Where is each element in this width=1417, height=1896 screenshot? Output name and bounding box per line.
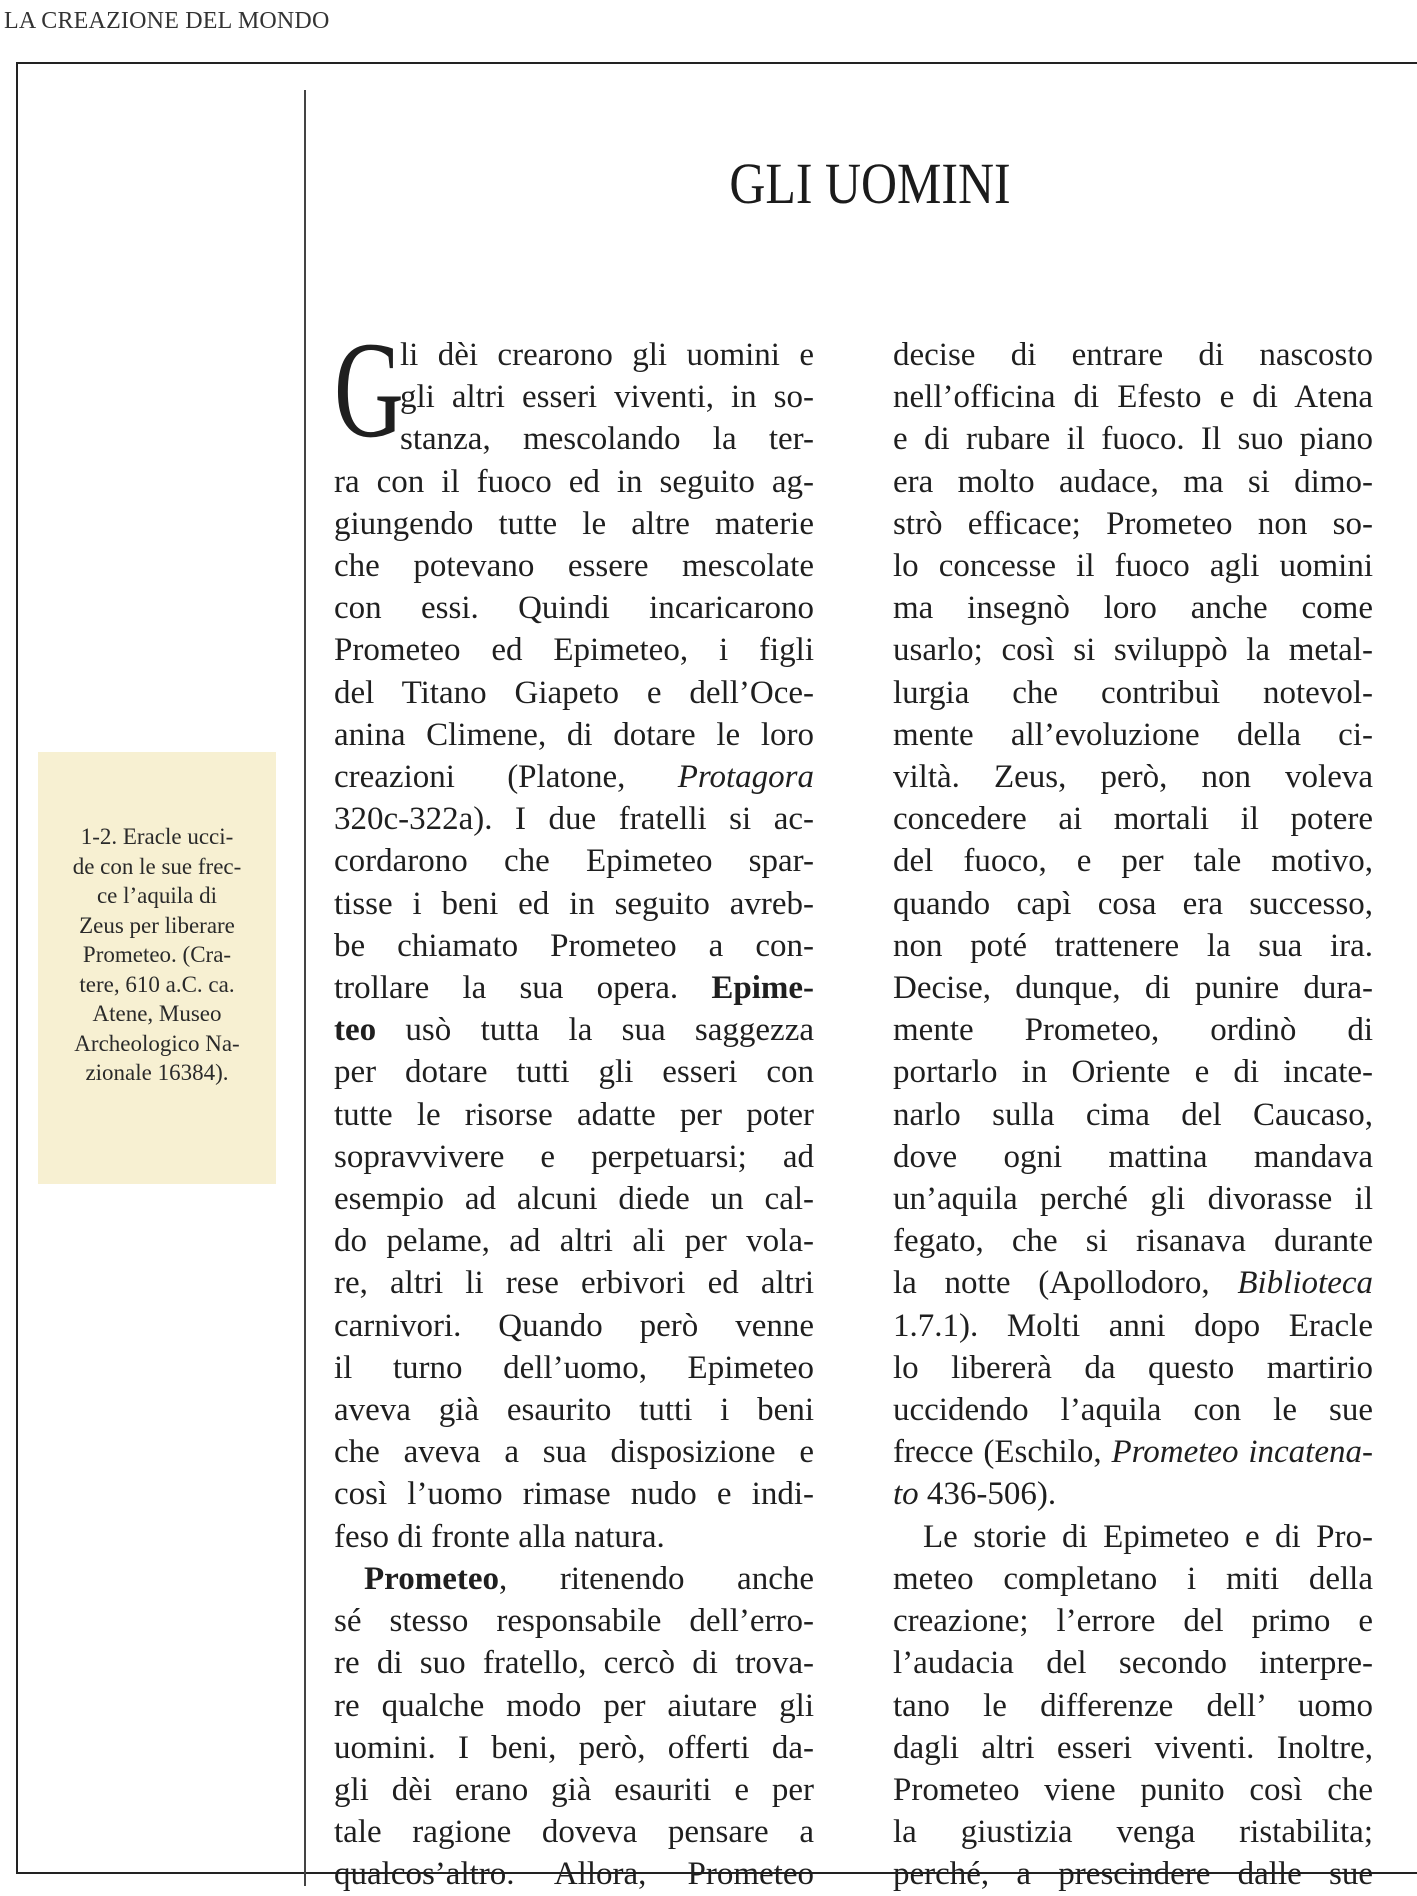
- body-line: cordarono che Epimeteo spar-: [334, 843, 814, 880]
- caption-line: zionale 16384).: [85, 1060, 229, 1085]
- body-line: [893, 1431, 1373, 1473]
- body-line: dove ogni mattina mandava: [893, 1138, 1373, 1175]
- figure-caption: [38, 822, 276, 1088]
- body-text: frecce (Eschilo,: [893, 1434, 1112, 1471]
- caption-line: tere, 610 a.C. ca.: [79, 971, 235, 997]
- body-line: esempio ad alcuni diede un cal-: [334, 1181, 814, 1218]
- body-line: usarlo; così si sviluppò la metal-: [893, 632, 1373, 669]
- body-text: creazioni (Platone,: [334, 759, 678, 796]
- body-line: che aveva a sua disposizione e: [334, 1434, 814, 1471]
- body-line: mente Prometeo, ordinò di: [893, 1012, 1373, 1049]
- body-line: così l’uomo rimase nudo e indi-: [334, 1476, 814, 1513]
- caption-line: Archeologico Na-: [74, 1030, 240, 1056]
- drop-cap: G: [334, 313, 404, 466]
- body-line: anina Climene, di dotare le loro: [334, 716, 814, 753]
- body-line: con essi. Quindi incaricarono: [334, 590, 814, 627]
- body-line: viltà. Zeus, però, non voleva: [893, 759, 1373, 796]
- body-text: 436-506).: [926, 1476, 1057, 1513]
- body-line: che potevano essere mescolate: [334, 548, 814, 585]
- caption-line: ce l’aquila di: [96, 883, 218, 908]
- body-line: do pelame, ad altri ali per vola-: [334, 1223, 814, 1260]
- body-line: qualcos’altro. Allora, Prometeo: [334, 1856, 814, 1893]
- body-line: dagli altri esseri viventi. Inoltre,: [893, 1729, 1373, 1766]
- body-line: re, altri li rese erbivori ed altri: [334, 1265, 814, 1302]
- bold-name: teo: [334, 1012, 377, 1049]
- body-line: tutte le risorse adatte per poter: [334, 1096, 814, 1133]
- italic-citation: Biblioteca: [1237, 1265, 1373, 1302]
- body-line: strò efficace; Prometeo non so-: [893, 505, 1373, 542]
- body-line: [893, 1473, 1373, 1515]
- body-text: , ritenendo anche: [498, 1560, 814, 1597]
- body-line: sé stesso responsabile dell’erro-: [334, 1603, 814, 1640]
- caption-line: Zeus per liberare: [79, 912, 235, 938]
- body-line: uomini. I beni, però, offerti da-: [334, 1729, 814, 1766]
- italic-citation: to: [893, 1476, 919, 1513]
- caption-line: Atene, Museo: [92, 1001, 222, 1026]
- body-line: concedere ai mortali il potere: [893, 801, 1373, 838]
- body-line: re qualche modo per aiutare gli: [334, 1687, 814, 1724]
- body-line: aveva già esaurito tutti i beni: [334, 1392, 814, 1429]
- body-line: re di suo fratello, cercò di trova-: [334, 1645, 814, 1682]
- caption-line: de con le sue frec-: [72, 853, 242, 879]
- body-line: meteo completano i miti della: [893, 1560, 1373, 1597]
- caption-line: Prometeo. (Cra-: [82, 942, 232, 967]
- text-column-left: [334, 313, 814, 1896]
- body-line: [334, 756, 814, 798]
- body-line: fegato, che si risanava durante: [893, 1223, 1373, 1260]
- body-line: lo libererà da questo martirio: [893, 1349, 1373, 1386]
- body-line: ma insegnò loro anche come: [893, 590, 1373, 627]
- body-line: mente all’evoluzione della ci-: [893, 716, 1373, 753]
- column-divider: [304, 90, 306, 1886]
- italic-citation: Prometeo incatena-: [1111, 1434, 1373, 1471]
- body-line: be chiamato Prometeo a con-: [334, 927, 814, 964]
- body-line: lurgia che contribuì notevol-: [893, 674, 1373, 711]
- body-line: [334, 1558, 814, 1600]
- figure-caption-box: [38, 752, 276, 1184]
- body-line: gli altri esseri viventi, in so-: [400, 379, 814, 416]
- body-line: tano le differenze dell’ uomo: [893, 1687, 1373, 1724]
- body-line: tale ragione doveva pensare a: [334, 1814, 814, 1851]
- body-line: uccidendo l’aquila con le sue: [893, 1392, 1373, 1429]
- bold-name: Prometeo: [364, 1560, 499, 1597]
- body-line: il turno dell’uomo, Epimeteo: [334, 1349, 814, 1386]
- body-line: ra con il fuoco ed in seguito ag-: [334, 463, 814, 500]
- body-line: l’audacia del secondo interpre-: [893, 1645, 1373, 1682]
- body-line: era molto audace, ma si dimo-: [893, 463, 1373, 500]
- body-line: [334, 1009, 814, 1051]
- body-line: per dotare tutti gli esseri con: [334, 1054, 814, 1091]
- body-text: usò: [376, 1012, 452, 1049]
- body-text: tutta la sua saggezza: [480, 1012, 814, 1049]
- body-line: portarlo in Oriente e di incate-: [893, 1054, 1373, 1091]
- body-line: nell’officina di Efesto e di Atena: [893, 379, 1373, 416]
- body-line: del fuoco, e per tale motivo,: [893, 843, 1373, 880]
- text-column-right: [893, 334, 1373, 1896]
- body-line: Prometeo ed Epimeteo, i figli: [334, 632, 814, 669]
- body-line: Le storie di Epimeteo e di Pro-: [923, 1518, 1373, 1555]
- running-head: LA CREAZIONE DEL MONDO: [4, 8, 330, 34]
- caption-line: 1-2. Eracle ucci-: [80, 824, 234, 849]
- body-line: giungendo tutte le altre materie: [334, 505, 814, 542]
- body-text: trollare la sua opera.: [334, 970, 712, 1007]
- body-line: 320c-322a). I due fratelli si ac-: [334, 801, 814, 838]
- bold-name: Epime-: [711, 970, 814, 1007]
- body-text: la notte (Apollodoro,: [893, 1265, 1238, 1302]
- body-line: gli dèi erano già esauriti e per: [334, 1771, 814, 1808]
- body-line: perché, a prescindere dalle sue: [893, 1856, 1373, 1893]
- body-line: Decise, dunque, di punire dura-: [893, 970, 1373, 1007]
- body-line: Prometeo viene punito così che: [893, 1771, 1373, 1808]
- body-line: non poté trattenere la sua ira.: [893, 927, 1373, 964]
- body-line: la giustizia venga ristabilita;: [893, 1814, 1373, 1851]
- body-line: 1.7.1). Molti anni dopo Eracle: [893, 1307, 1373, 1344]
- body-line: e di rubare il fuoco. Il suo piano: [893, 421, 1373, 458]
- body-line: lo concesse il fuoco agli uomini: [893, 548, 1373, 585]
- body-line: del Titano Giapeto e dell’Oce-: [334, 674, 814, 711]
- body-line: [334, 967, 814, 1009]
- body-line: quando capì cosa era successo,: [893, 885, 1373, 922]
- body-line: creazione; l’errore del primo e: [893, 1603, 1373, 1640]
- body-line: stanza, mescolando la ter-: [400, 421, 814, 458]
- body-line: li dèi crearono gli uomini e: [400, 337, 814, 373]
- body-line: carnivori. Quando però venne: [334, 1307, 814, 1344]
- italic-citation: Protagora: [677, 759, 814, 796]
- body-line: decise di entrare di nascosto: [893, 337, 1373, 373]
- article-title: GLI UOMINI: [729, 151, 1011, 216]
- body-line: feso di fronte alla natura.: [334, 1518, 665, 1555]
- body-line: un’aquila perché gli divorasse il: [893, 1181, 1373, 1218]
- body-line: [893, 1262, 1373, 1304]
- body-line: sopravvivere e perpetuarsi; ad: [334, 1138, 814, 1175]
- body-line: tisse i beni ed in seguito avreb-: [334, 885, 814, 922]
- body-line: narlo sulla cima del Caucaso,: [893, 1096, 1373, 1133]
